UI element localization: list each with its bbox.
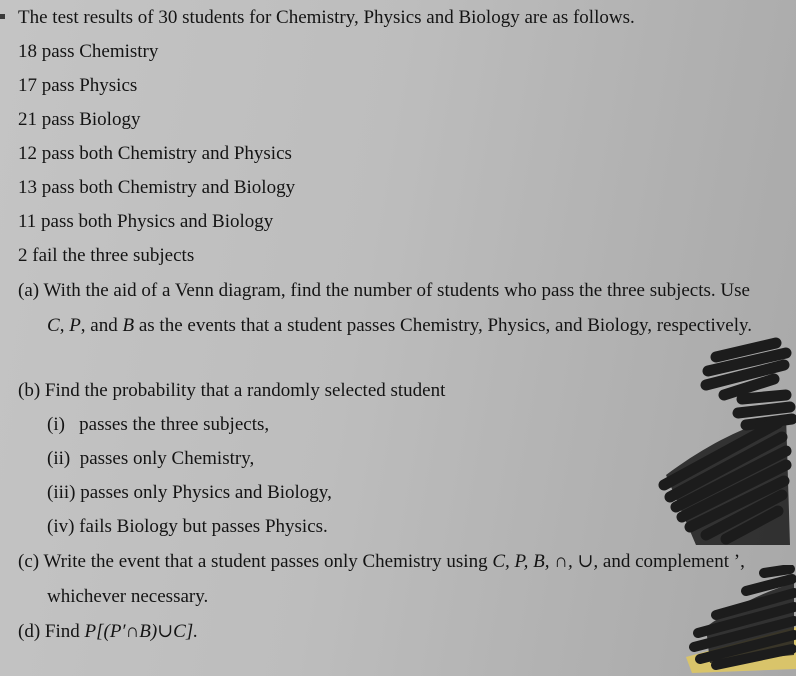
intro-text: The test results of 30 students for Chemistry, Physics and Biology are as follows.	[18, 7, 635, 28]
separator: , and	[80, 315, 123, 336]
part-a-line1: (a) With the aid of a Venn diagram, find the number of students who pass the three subjects. Use	[18, 280, 750, 301]
fact-fail-all: 2 fail the three subjects	[18, 245, 195, 266]
fact-physics: 17 pass Physics	[18, 75, 138, 96]
fact-phys-bio: 11 pass both Physics and Biology	[18, 211, 274, 232]
event-c: C	[47, 315, 60, 336]
fact-chem-bio: 13 pass both Chemistry and Biology	[18, 177, 296, 198]
part-c-line2: whichever necessary.	[47, 586, 209, 607]
fact-biology: 21 pass Biology	[18, 109, 141, 130]
part-b-item-i: (i) passes the three subjects,	[47, 414, 270, 435]
part-c-line1	[18, 550, 745, 574]
part-d-prefix: (d) Find	[18, 621, 85, 642]
event-b: B	[122, 315, 135, 336]
part-a-rest: as the events that a student passes Chemistry, Physics, and Biology, respectively.	[134, 315, 753, 336]
redaction-scribble-icon	[646, 335, 796, 550]
part-d-line	[18, 620, 198, 644]
part-b-item-iv: (iv) fails Biology but passes Physics.	[47, 516, 328, 537]
separator: ,	[59, 315, 70, 336]
part-b-stem: (b) Find the probability that a randomly selected student	[18, 380, 446, 401]
bullet-mark	[0, 14, 5, 19]
part-b-item-iii: (iii) passes only Physics and Biology,	[47, 482, 332, 503]
part-c-suffix: and complement ’,	[598, 551, 745, 572]
fact-chem-phys: 12 pass both Chemistry and Physics	[18, 143, 292, 164]
event-p: P	[69, 315, 81, 336]
part-a-line2	[47, 314, 752, 338]
redaction-scribble-icon	[686, 565, 796, 676]
part-b-item-ii: (ii) passes only Chemistry,	[47, 448, 255, 469]
part-d-expression: P[(P′∩B)∪C].	[84, 621, 198, 642]
part-c-symbols: C, P, B, ∩, ∪,	[492, 551, 599, 572]
part-c-prefix: (c) Write the event that a student passes only Chemistry using	[18, 551, 493, 572]
fact-chemistry: 18 pass Chemistry	[18, 41, 159, 62]
